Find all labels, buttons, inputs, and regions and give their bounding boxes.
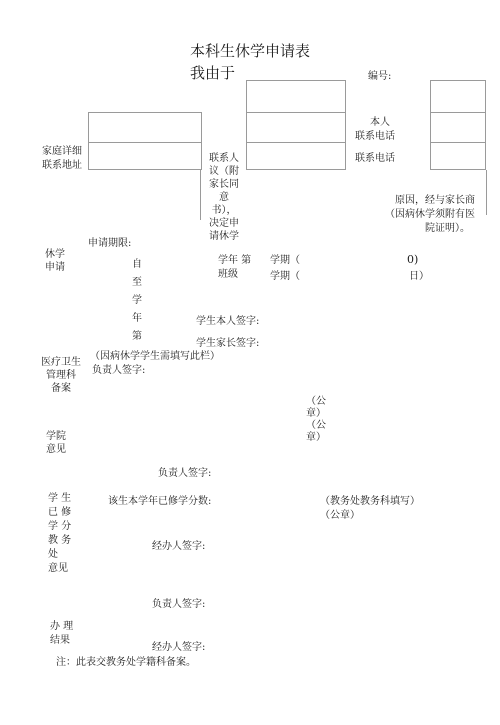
- academic-section-char: 学 生: [48, 493, 72, 504]
- contact-phone-label: 联系电话: [355, 153, 395, 164]
- result-handler-signature: 经办人签字:: [152, 642, 206, 653]
- medical-signature-label: 负责人签字:: [92, 365, 146, 376]
- address-divider: [88, 142, 202, 143]
- seal-char: 章）: [306, 408, 326, 419]
- term-b-label: 学期（: [270, 271, 300, 282]
- period-from-text: [132, 256, 142, 346]
- result-section-char: 办 理: [50, 621, 74, 632]
- academic-section-char: 处: [48, 549, 58, 560]
- seal-char: （公: [306, 396, 326, 407]
- period-char: 至: [132, 277, 142, 288]
- phone-divider-2: [430, 142, 486, 143]
- result-section-label: [50, 620, 73, 648]
- personal-phone-label-1: 本人: [370, 117, 390, 128]
- academic-section-char: 教 务: [48, 535, 72, 546]
- family-address-box[interactable]: [88, 112, 202, 170]
- college-section-char: 学院: [46, 431, 66, 442]
- contact-person-box[interactable]: [246, 80, 346, 170]
- credits-label: 该生本学年已修学分数:: [108, 496, 212, 507]
- period-char: 学: [132, 295, 142, 306]
- college-seal-text: [306, 396, 326, 444]
- academic-leader-signature: 负责人签字:: [152, 599, 206, 610]
- academic-seal: （公章）: [320, 510, 360, 521]
- right-edge-line: [486, 170, 487, 215]
- academic-section-char: 学 分: [48, 521, 72, 532]
- family-consult-text: [204, 152, 244, 243]
- leave-section-char: 休学: [45, 249, 65, 260]
- seal-char: （公: [306, 420, 326, 431]
- leave-section-label: [40, 248, 70, 274]
- academic-section-char: 意见: [48, 563, 68, 574]
- class-label: 班级: [218, 269, 238, 280]
- medical-note: （因病休学学生需填写此栏）: [90, 351, 220, 362]
- contact-divider-1: [246, 112, 346, 113]
- family-address-label-2: 联系地址: [42, 160, 82, 171]
- consult-char: 联系人: [209, 153, 239, 164]
- year-term-label: 学年 第: [218, 255, 252, 266]
- term-a-label: 学期（: [270, 255, 300, 266]
- footer-note: 注：此表交教务处学籍科备案。: [56, 657, 196, 668]
- medical-section-label: [36, 356, 86, 395]
- academic-handler-signature: 经办人签字:: [152, 541, 206, 552]
- parent-signature-label: 学生家长签字:: [196, 338, 260, 349]
- term-end-a: 0): [407, 253, 419, 266]
- college-section-char: 意见: [46, 444, 66, 455]
- reason-line-2: （因病休学须附有医: [385, 209, 475, 220]
- consult-char: 意: [219, 192, 229, 203]
- consult-char: 书），: [211, 205, 237, 216]
- medical-section-char: 医疗卫生: [41, 357, 81, 368]
- consult-char: 决定申: [209, 218, 239, 229]
- period-label: 申请期限:: [88, 238, 132, 249]
- term-end-b: 日）: [409, 271, 429, 282]
- contact-divider-2: [246, 142, 346, 143]
- college-section-label: [40, 430, 72, 456]
- academic-section-char: 已 修: [48, 507, 72, 518]
- serial-number-label: 编号:: [368, 71, 392, 82]
- family-address-label-1: 家庭详细: [42, 146, 82, 157]
- student-signature-label: 学生本人签字:: [196, 316, 260, 327]
- consult-char: 议（附: [209, 166, 239, 177]
- result-section-char: 结果: [50, 635, 70, 646]
- consult-char: 请休学: [209, 231, 239, 242]
- seal-char: 章）: [306, 432, 326, 443]
- consult-char: 家长同: [209, 179, 239, 190]
- college-signature-label: 负责人签字:: [158, 468, 212, 479]
- personal-phone-label-2: 联系电话: [355, 131, 395, 142]
- academic-section-label: [48, 492, 71, 576]
- academic-fill-note: （教务处教务科填写）: [320, 496, 420, 507]
- reason-line-1: 原因，经与家长商: [395, 195, 475, 206]
- medical-section-char: 备案: [51, 383, 71, 394]
- leave-section-char: 申请: [45, 262, 65, 273]
- center-left-line: [200, 170, 201, 220]
- phone-divider-1: [430, 112, 486, 113]
- period-char: 第: [132, 331, 142, 342]
- period-char: 年: [132, 313, 142, 324]
- period-char: 自: [132, 259, 142, 270]
- phone-box[interactable]: [430, 80, 486, 170]
- reason-prefix: 我由于: [190, 64, 236, 82]
- reason-line-3: 院证明）。: [425, 223, 470, 234]
- medical-section-char: 管理科: [46, 370, 76, 381]
- page-title: 本科生休学申请表: [190, 42, 311, 60]
